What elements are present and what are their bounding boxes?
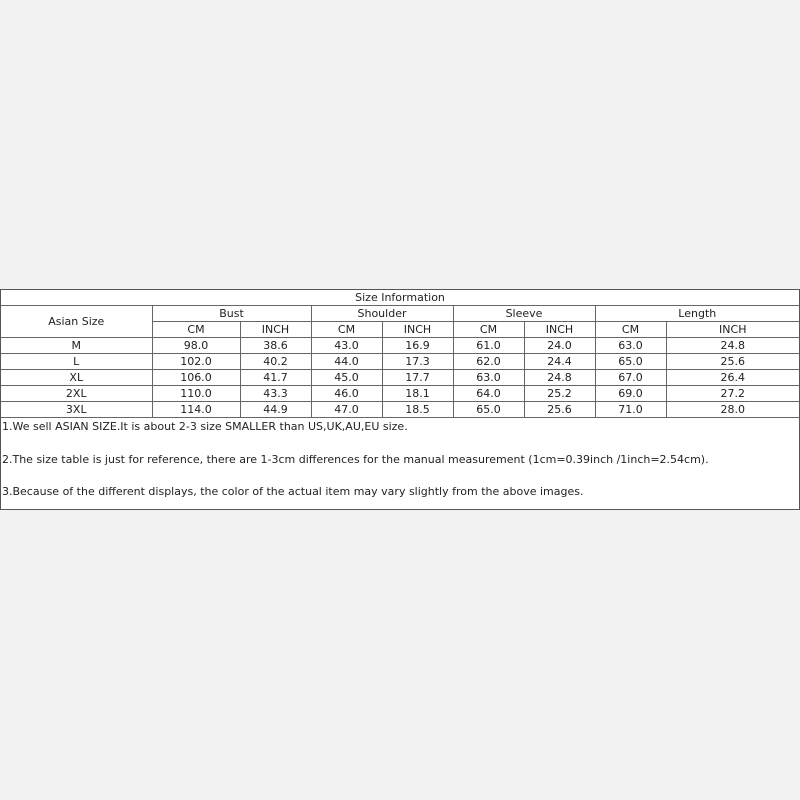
size-cell: 2XL [1,386,152,402]
size-notes [1,419,799,499]
size-cell: M [1,338,152,354]
value-cell: 98.0 [152,338,240,354]
value-cell: 114.0 [152,402,240,418]
group-header-row [1,306,799,322]
value-cell: 64.0 [453,386,524,402]
value-cell: 67.0 [595,370,666,386]
value-cell: 18.5 [382,402,453,418]
table-title: Size Information [1,290,799,306]
value-cell: 69.0 [595,386,666,402]
table-row [1,338,799,354]
value-cell: 17.7 [382,370,453,386]
value-cell: 62.0 [453,354,524,370]
value-cell: 46.0 [311,386,382,402]
value-cell: 25.2 [524,386,595,402]
asian-size-header: Asian Size [1,306,152,338]
value-cell: 25.6 [524,402,595,418]
value-cell: 17.3 [382,354,453,370]
value-cell: 18.1 [382,386,453,402]
table-row [1,386,799,402]
unit-header-cm: CM [152,322,240,338]
value-cell: 43.3 [240,386,311,402]
value-cell: 26.4 [666,370,799,386]
note-color-display: 3.Because of the different displays, the color of the actual item may vary slightly from the above images. [2,485,584,498]
size-cell: XL [1,370,152,386]
value-cell: 47.0 [311,402,382,418]
unit-header-inch: INCH [382,322,453,338]
bust-header: Bust [152,306,311,322]
value-cell: 24.0 [524,338,595,354]
table-row [1,354,799,370]
note-asian-size: 1.We sell ASIAN SIZE.It is about 2-3 size SMALLER than US,UK,AU,EU size. [2,420,408,433]
value-cell: 102.0 [152,354,240,370]
size-table [1,290,799,418]
value-cell: 106.0 [152,370,240,386]
sleeve-header: Sleeve [453,306,595,322]
table-row [1,370,799,386]
value-cell: 28.0 [666,402,799,418]
value-cell: 24.8 [524,370,595,386]
value-cell: 24.4 [524,354,595,370]
value-cell: 65.0 [595,354,666,370]
unit-header-cm: CM [595,322,666,338]
unit-header-inch: INCH [240,322,311,338]
value-cell: 24.8 [666,338,799,354]
value-cell: 44.0 [311,354,382,370]
shoulder-header: Shoulder [311,306,453,322]
value-cell: 71.0 [595,402,666,418]
unit-header-inch: INCH [666,322,799,338]
value-cell: 27.2 [666,386,799,402]
value-cell: 38.6 [240,338,311,354]
length-header: Length [595,306,799,322]
size-cell: 3XL [1,402,152,418]
value-cell: 44.9 [240,402,311,418]
value-cell: 63.0 [595,338,666,354]
value-cell: 40.2 [240,354,311,370]
value-cell: 43.0 [311,338,382,354]
unit-header-cm: CM [453,322,524,338]
size-cell: L [1,354,152,370]
value-cell: 45.0 [311,370,382,386]
value-cell: 61.0 [453,338,524,354]
table-row [1,402,799,418]
value-cell: 16.9 [382,338,453,354]
value-cell: 41.7 [240,370,311,386]
value-cell: 65.0 [453,402,524,418]
unit-header-cm: CM [311,322,382,338]
title-row [1,290,799,306]
value-cell: 110.0 [152,386,240,402]
unit-header-inch: INCH [524,322,595,338]
note-measurement: 2.The size table is just for reference, there are 1-3cm differences for the manual measurement (1cm=0.39inch /1inch=2.54cm). [2,453,709,466]
value-cell: 63.0 [453,370,524,386]
value-cell: 25.6 [666,354,799,370]
size-information-panel [0,289,800,510]
